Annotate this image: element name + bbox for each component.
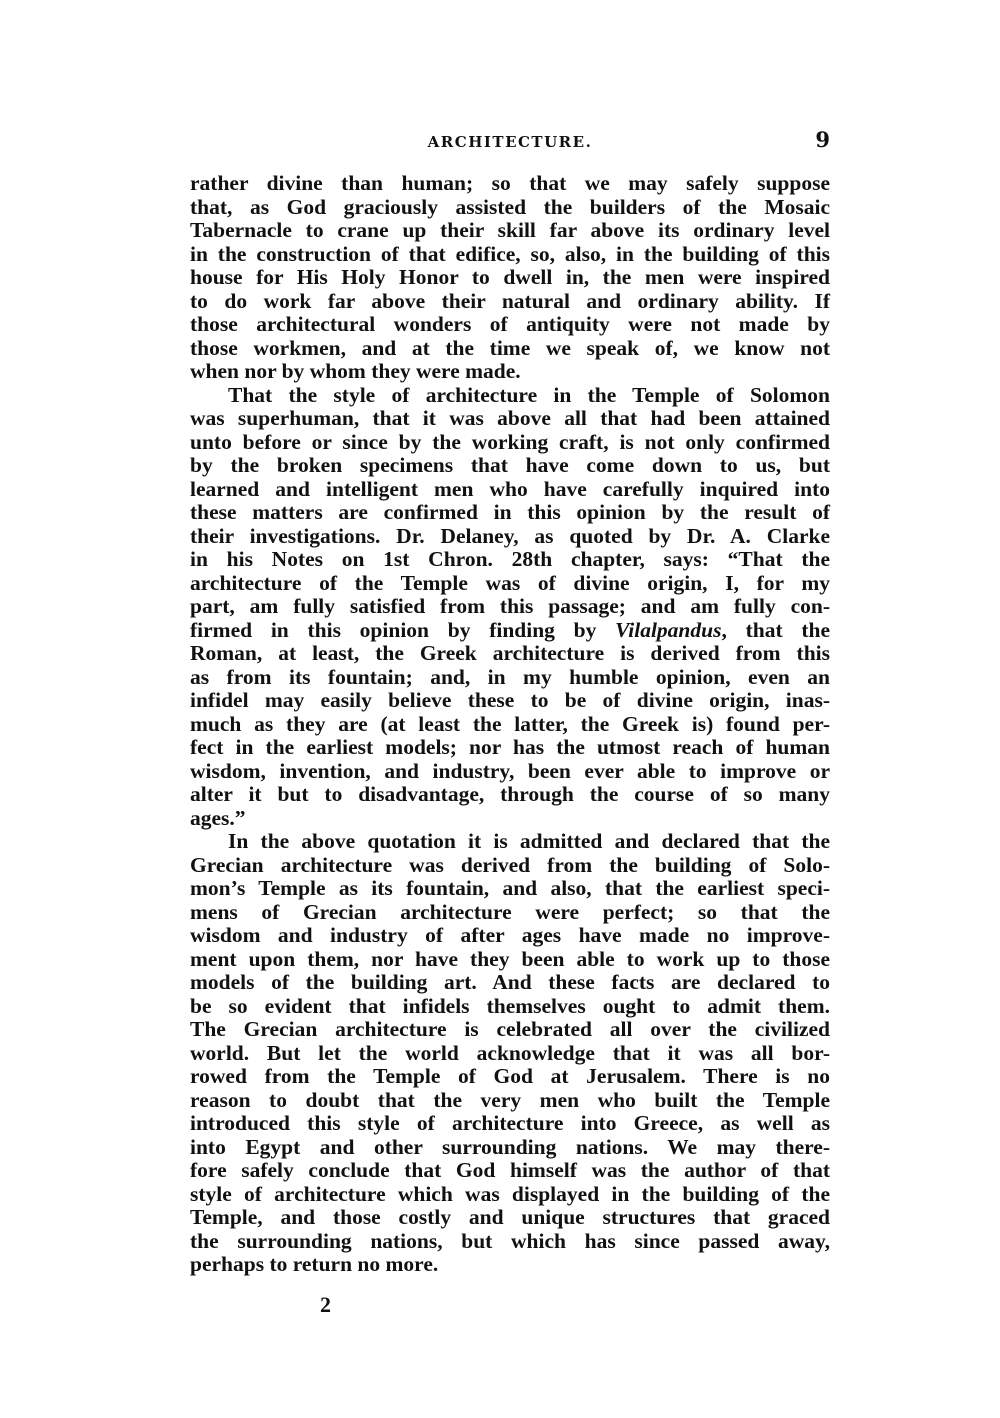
text-line: that, as God graciously assisted the builders of the Mosaic xyxy=(190,194,830,219)
text-line: Roman, at least, the Greek architecture is derived from this xyxy=(190,641,830,665)
text-line: rather divine than human; so that we may safely suppose xyxy=(190,171,830,195)
text-line: In the above quotation it is admitted and declared that the xyxy=(228,829,830,853)
text-line: Tabernacle to crane up their skill far above its ordinary level xyxy=(190,218,830,242)
text-line: models of the building art. And these facts are declared to xyxy=(190,970,830,994)
text-line: these matters are confirmed in this opinion by the result of xyxy=(190,500,830,524)
text-line: ment upon them, nor have they been able to work up to those xyxy=(190,946,830,971)
text-line: was superhuman, that it was above all that had been attained xyxy=(190,406,830,430)
text-line: rowed from the Temple of God at Jerusalem. There is no xyxy=(190,1064,830,1088)
text-line: infidel may easily believe these to be of divine origin, inas- xyxy=(190,688,830,712)
text-line: The Grecian architecture is celebrated all over the civilized xyxy=(190,1017,830,1041)
italic-name: Vilalpandus xyxy=(615,617,722,642)
text-line: to do work far above their natural and ordinary ability. If xyxy=(190,288,830,313)
text-line: mens of Grecian architecture were perfect; so that the xyxy=(190,899,830,924)
text-line: in his Notes on 1st Chron. 28th chapter, says: “That the xyxy=(190,547,830,571)
running-head xyxy=(190,127,830,155)
paragraph xyxy=(190,172,830,384)
text-line: when nor by whom they were made. xyxy=(190,359,521,383)
page-number: 9 xyxy=(815,127,830,152)
text-line: unto before or since by the working craft, is not only confirmed xyxy=(190,429,830,454)
paragraph xyxy=(190,830,830,1277)
text-line: mon’s Temple as its fountain, and also, that the earliest speci- xyxy=(190,876,830,900)
text-line: world. But let the world acknowledge that it was all bor- xyxy=(190,1040,830,1065)
text-line: by the broken specimens that have come down to us, but xyxy=(190,453,830,477)
text-line: architecture of the Temple was of divine origin, I, for my xyxy=(190,570,830,595)
text-line: part, am fully satisfied from this passage; and am fully con- xyxy=(190,594,830,618)
text-line: into Egypt and other surrounding nations. We may there- xyxy=(190,1134,830,1159)
text-line: much as they are (at least the latter, the Greek is) found per- xyxy=(190,711,830,736)
text-line: introduced this style of architecture into Greece, as well as xyxy=(190,1111,830,1135)
text-line: those architectural wonders of antiquity were not made by xyxy=(190,312,830,336)
text-line: ages.” xyxy=(190,805,246,830)
text-line: house for His Holy Honor to dwell in, the men were inspired xyxy=(190,265,830,289)
text-line: wisdom and industry of after ages have made no improve- xyxy=(190,923,830,947)
text-line: the surrounding nations, but which has since passed away, xyxy=(190,1228,830,1253)
text-line: learned and intelligent men who have carefully inquired into xyxy=(190,476,830,501)
text-line: wisdom, invention, and industry, been ever able to improve or xyxy=(190,758,830,783)
text-line: alter it but to disadvantage, through the course of so many xyxy=(190,782,830,806)
body-text xyxy=(190,172,830,1277)
text-line: That the style of architecture in the Temple of Solomon xyxy=(228,382,830,407)
running-title: ARCHITECTURE. xyxy=(427,133,593,151)
text-line: fect in the earliest models; nor has the utmost reach of human xyxy=(190,735,830,759)
text-line: firmed in this opinion by finding by Vilalpandus, that the xyxy=(190,617,831,642)
text-line: style of architecture which was displayed in the building of the xyxy=(190,1181,830,1206)
text-line: their investigations. Dr. Delaney, as quoted by Dr. A. Clarke xyxy=(190,523,830,548)
text-line: as from its fountain; and, in my humble opinion, even an xyxy=(190,664,830,689)
text-line: be so evident that infidels themselves ought to admit them. xyxy=(190,993,830,1018)
text-line: fore safely conclude that God himself was the author of that xyxy=(190,1158,830,1182)
text-line: perhaps to return no more. xyxy=(190,1252,439,1276)
text-line: Grecian architecture was derived from the building of Solo- xyxy=(190,852,830,877)
text-line: those workmen, and at the time we speak of, we know not xyxy=(190,335,830,360)
text-line: in the construction of that edifice, so, also, in the building of this xyxy=(190,241,830,266)
paragraph xyxy=(190,384,830,831)
signature-mark: 2 xyxy=(320,1292,331,1317)
text-line: Temple, and those costly and unique structures that graced xyxy=(190,1205,830,1229)
text-line: reason to doubt that the very men who built the Temple xyxy=(190,1087,830,1112)
